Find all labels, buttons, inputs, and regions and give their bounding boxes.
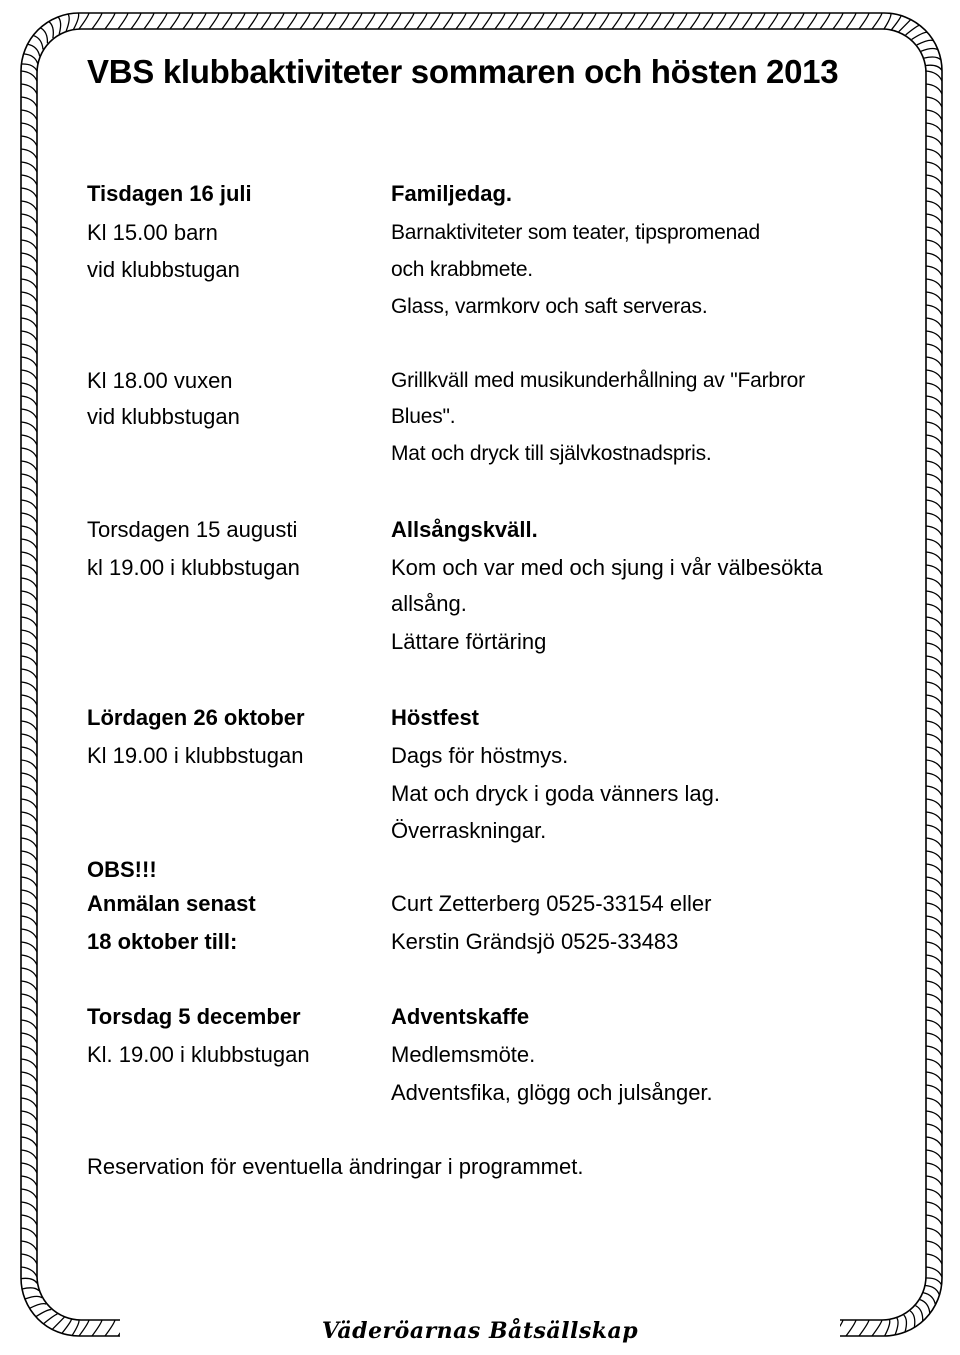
contact-person: Kerstin Grändsjö 0525-33483 — [391, 929, 679, 954]
event-description: Mat och dryck i goda vänners lag. — [391, 781, 720, 806]
event-time: Kl 19.00 i klubbstugan — [87, 743, 304, 768]
obs-label: OBS!!! — [87, 857, 157, 882]
event-date: Torsdag 5 december — [87, 1004, 301, 1029]
event-description: Överraskningar. — [391, 818, 547, 843]
event-date: Tisdagen 16 juli — [87, 181, 252, 206]
event-heading: Höstfest — [391, 705, 480, 730]
event-date: Lördagen 26 oktober — [87, 705, 305, 730]
event-time: Kl 15.00 barn — [87, 220, 218, 245]
event-description: Kom och var med och sjung i vår välbesökta — [391, 555, 823, 580]
event-time: Kl. 19.00 i klubbstugan — [87, 1042, 310, 1067]
event-description: och krabbmete. — [391, 258, 533, 281]
reservation-note: Reservation för eventuella ändringar i programmet. — [87, 1154, 584, 1179]
page-title: VBS klubbaktiviteter sommaren och hösten 2013 — [87, 53, 839, 90]
club-logo-text: Väderöarnas Båtsällskap — [321, 1318, 639, 1344]
event-date: Torsdagen 15 augusti — [87, 517, 298, 542]
event-description: Dags för höstmys. — [391, 743, 569, 768]
event-description: Barnaktiviteter som teater, tipspromenad — [391, 221, 761, 244]
event-place: vid klubbstugan — [87, 404, 240, 429]
event-description: Grillkväll med musikunderhållning av "Farbror — [391, 369, 805, 392]
event-heading: Allsångskväll. — [391, 517, 538, 542]
event-time: kl 19.00 i klubbstugan — [87, 555, 300, 580]
contact-person: Curt Zetterberg 0525-33154 eller — [391, 891, 712, 916]
event-description: Blues". — [391, 405, 456, 428]
event-description: Adventsfika, glögg och julsånger. — [391, 1080, 713, 1105]
event-heading: Adventskaffe — [391, 1004, 530, 1029]
event-description: Medlemsmöte. — [391, 1042, 536, 1067]
event-description: Mat och dryck till självkostnadspris. — [391, 442, 712, 465]
registration-deadline: 18 oktober till: — [87, 929, 238, 954]
event-description: Lättare förtäring — [391, 629, 547, 654]
event-description: allsång. — [391, 591, 467, 616]
event-heading: Familjedag. — [391, 181, 513, 206]
event-place: vid klubbstugan — [87, 257, 240, 282]
event-time: Kl 18.00 vuxen — [87, 368, 233, 393]
event-description: Glass, varmkorv och saft serveras. — [391, 295, 708, 318]
registration-label: Anmälan senast — [87, 891, 256, 916]
